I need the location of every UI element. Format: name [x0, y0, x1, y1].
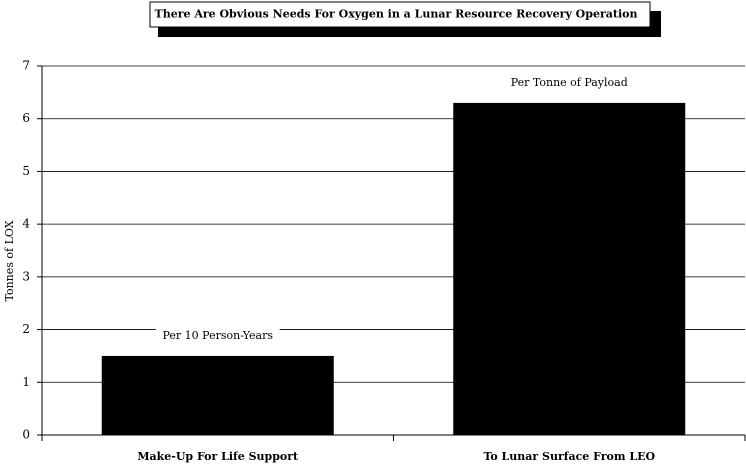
bars [102, 103, 685, 435]
y-tick-label: 0 [22, 427, 30, 442]
y-tick-label: 6 [22, 111, 30, 126]
bar-annotation: Per Tonne of Payload [510, 75, 628, 89]
bar-annotation: Per 10 Person-Years [162, 328, 273, 342]
x-category-label: Make-Up For Life Support [137, 450, 299, 463]
y-tick-label: 7 [22, 58, 30, 73]
y-axis-label: Tonnes of LOX [3, 220, 16, 302]
y-axis-ticks [22, 59, 42, 442]
chart-title-group [150, 2, 661, 37]
chart-title: There Are Obvious Needs For Oxygen in a Lunar Resource Recovery Operation [154, 7, 638, 21]
bar-2 [453, 103, 685, 435]
x-axis-labels [137, 450, 655, 463]
x-category-label: To Lunar Surface From LEO [483, 450, 656, 463]
y-tick-label: 5 [22, 163, 30, 178]
y-tick-label: 1 [22, 374, 30, 389]
y-tick-label: 2 [22, 322, 30, 337]
bar-1 [102, 356, 334, 435]
y-tick-label: 4 [22, 216, 30, 231]
y-tick-label: 3 [22, 269, 30, 284]
